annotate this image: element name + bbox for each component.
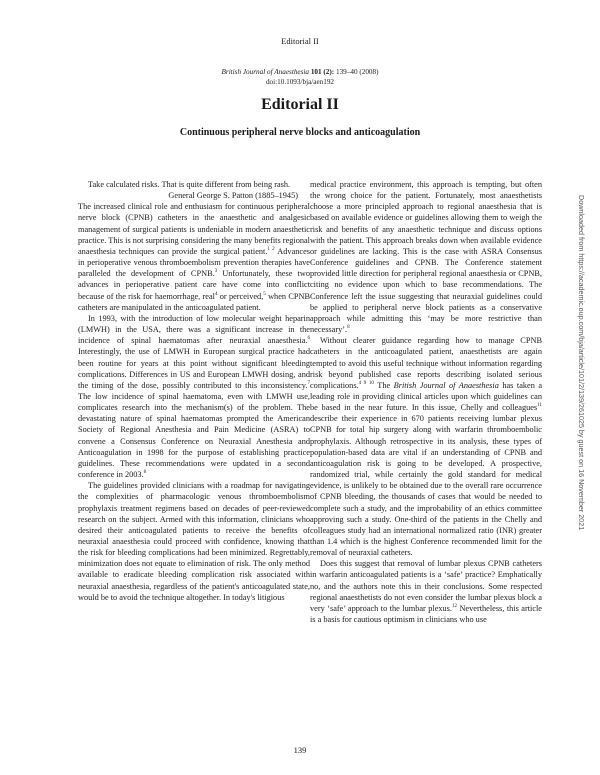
- citation-journal: British Journal of Anaesthesia: [221, 68, 310, 76]
- reference-link[interactable]: 3: [214, 269, 218, 275]
- paragraph-5-text-d: describe their experience in 670 patients receiving lumbar plexus CPNB for total hip surgery along with warfarin thromboembolic prophylaxis. Although retrospective in its analysis, these types of population-based data are vital if an understanding of CPNB and anticoagulation risk is going to be developed. A prospective, randomized trial, while certainly the gold standard for medical evidence, is unlikely to be obtained due to the overall rare occurrence of CPNB bleeding, the thousands of cases that would be needed to complete such a study, and the improbability of an ethics committee approving such a study. One-third of the patients in the Chelly and colleagues study had an international normalized ratio (INR) greater than 1.4 which is the highest Conference recommended limit for the removal of neuraxial catheters.: [310, 414, 542, 558]
- reference-link[interactable]: 4 9 10: [358, 381, 374, 387]
- paragraph-2-text-b: Interestingly, the use of LMWH in European surgical practice had been routine for years at this point without significant bleeding complications. Differences in US and European LMWH dosing, and the timing of the dose, possibly contributed to this inconsistency.: [78, 347, 310, 390]
- reference-link[interactable]: 12: [451, 604, 457, 610]
- citation-issue: (2):: [323, 68, 335, 76]
- reference-link[interactable]: 8: [143, 470, 147, 476]
- reference-link[interactable]: 7: [307, 381, 310, 387]
- paragraph-1-text-c: Unfortunately, these two advances in perioperative patient care have come into conflict because of the risk for haemorrhage, real: [78, 269, 310, 301]
- citation-pages: 139–40 (2008): [335, 68, 379, 76]
- paragraph-2-text-a: In 1993, with the introduction of low molecular weight heparin (LMWH) in the USA, there was a significant increase in the incidence of spinal haematomas after neuraxial anaesthesia.: [78, 313, 310, 346]
- running-head: Editorial II: [281, 36, 319, 46]
- paragraph-6: [310, 558, 542, 625]
- page-number: 139: [293, 745, 307, 755]
- reference-link[interactable]: 6: [307, 336, 310, 342]
- reference-link[interactable]: 8: [347, 325, 350, 331]
- epigraph-attribution: General George S. Patton (1885–1945): [168, 191, 298, 201]
- column-right: [307, 179, 543, 625]
- paragraph-1: [78, 201, 310, 313]
- paragraph-4-text-a: medical practice environment, this approach is tempting, but often the wrong choice for the patient. Fortunately, most anaesthetists choose a more principled approach to regional anaesthesia that is based on available evidence or guidelines allowing them to weigh the risk and benefits of any anaesthetic technique and discuss options with the patient. This approach breaks down when available evidence or guidelines are lacking. This is the case with ASRA Consensus Conference guidelines and CPNB. The Conference statement provided little direction for peripheral regional anaesthesia or CPNB, citing no evidence upon which to base recommendations. The Conference left the issue suggesting that neuraxial guidelines could be applied to peripheral nerve block patients as a conservative approach while admitting this ‘may be more restrictive than necessary’.: [310, 180, 542, 335]
- citation-doi: doi:10.1093/bja/aen192: [265, 78, 335, 86]
- page-title: Editorial II: [261, 96, 339, 113]
- paragraph-6-text-a: Does this suggest that removal of lumbar plexus CPNB catheters in warfarin anticoagulated patients is a ‘safe’ practice? Emphatically no, and the authors note this in their conclusions. Some respected regional anaesthetists do not even consider the lumbar plexus block a very ‘safe’ approach to the lumbar plexus.: [310, 559, 542, 613]
- paragraph-5-text-a: Without clearer guidance regarding how to manage CPNB catheters in the anticoagulated patient, anaesthetists are again tempted to avoid this useful technique without information regarding risk beyond published case reports describing isolated serious complications.: [310, 336, 542, 390]
- column-left: [78, 179, 310, 603]
- article-subtitle: Continuous peripheral nerve blocks and anticoagulation: [179, 127, 421, 138]
- paragraph-1-text-a: The increased clinical role and enthusiasm for continuous peripheral nerve block (CPNB) catheters in the anaesthetic and analgesic management of surgical patients is undeniable in modern anaesthetic practice. This is not surprising considering the many benefits regional anaesthesia techniques can provide the surgical patient.: [78, 202, 310, 256]
- citation-volume: 101: [310, 68, 322, 76]
- reference-link[interactable]: 11: [537, 403, 542, 409]
- paragraph-3: The guidelines provided clinicians with a roadmap for navigating the complexities of pharmacologic venous thromboembolism prophylaxis treatment regimens based on decades of peer-reviewed research on the subject. Armed with this information, clinicians who desired their anticoagulated patients to receive the benefits of neuraxial anaesthesia could proceed with confidence, knowing that the risk for bleeding complications had been minimized. Regrettably, minimization does not equate to elimination of risk. The only method available to eradicate bleeding complication risk associated with neuraxial anaesthesia, regardless of the patient's anticoagulated state, would be to avoid the technique altogether. In today's litigious: [78, 481, 310, 602]
- paragraph-4: [310, 179, 542, 335]
- paragraph-1-text-b: Advances in perioperative venous thromboembolism prevention therapies have paralleled the development of CPNB.: [78, 246, 310, 279]
- paragraph-2-text-c: The low incidence of spinal haematoma, even with LMWH use, complicates research into the mechanism(s) of the problem. The devastating nature of spinal haematomas prompted the American Society of Regional Anesthesia and Pain Medicine (ASRA) to convene a Consensus Conference on Neuraxial Anesthesia and Anticoagulation in 1998 for the purpose of establishing practice guidelines. These recommendations were updated in a second conference in 2003.: [78, 391, 310, 480]
- download-notice-text: Downloaded from https://academic.oup.com/bja/article/101/2/139/261025 by guest on 16 November 2021: [577, 195, 586, 531]
- paragraph-5-text-b: The: [373, 380, 394, 390]
- reference-link[interactable]: 4: [214, 291, 218, 297]
- journal-citation: [0, 67, 600, 87]
- paragraph-5: [307, 335, 543, 558]
- paragraph-5-text-c: has taken a leading role in providing clinical articles upon which guidelines can be based in the near future. In this issue, Chelly and colleagues: [310, 380, 543, 413]
- journal-name: British Journal of Anaesthesia: [393, 380, 499, 390]
- reference-link[interactable]: 1 2: [267, 247, 275, 253]
- paragraph-6-text-b: Nevertheless, this article is a basis for cautious optimism in clinicians who use: [310, 603, 542, 625]
- epigraph-quote: Take calculated risks. That is quite different from being rash.: [88, 180, 291, 189]
- download-notice: [575, 195, 587, 577]
- paragraph-1-text-d: or perceived,: [217, 291, 264, 301]
- paragraph-1-text-e: when CPNB catheters are manipulated in the anticoagulated patient.: [78, 291, 310, 312]
- reference-link[interactable]: 5: [263, 291, 266, 297]
- paragraph-2: [78, 313, 310, 480]
